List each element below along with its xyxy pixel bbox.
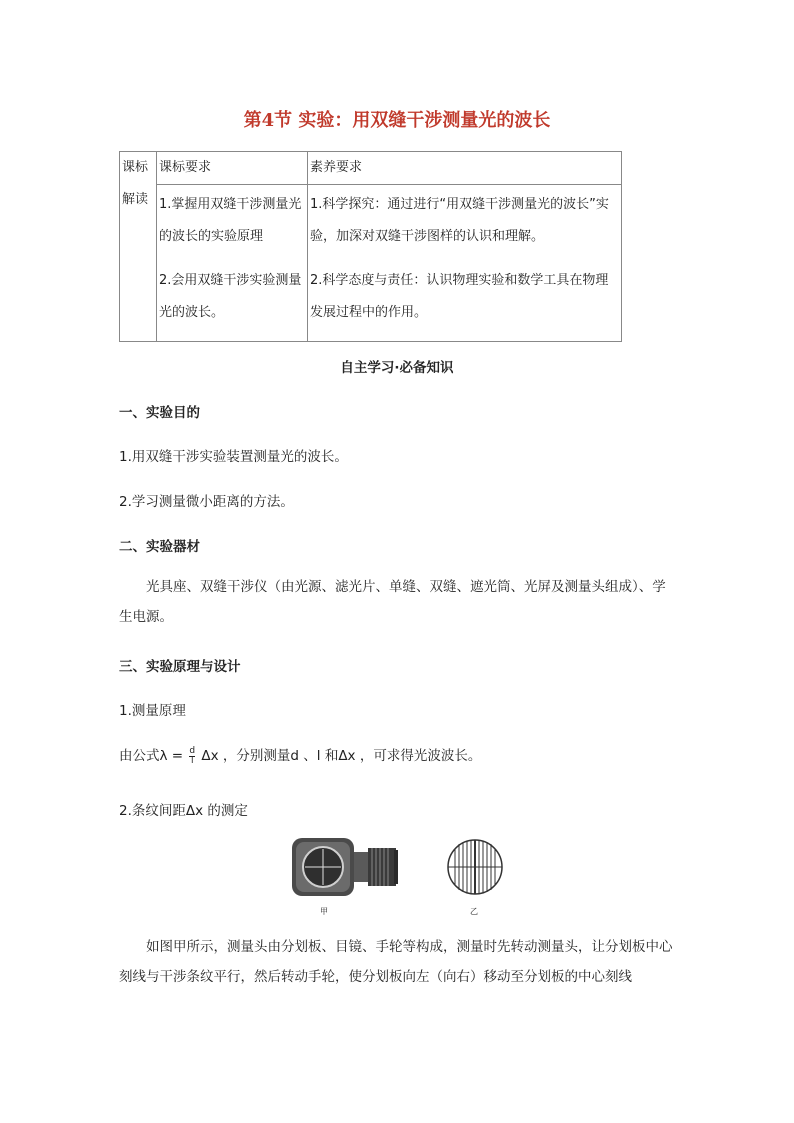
- figure-label-a: 甲: [320, 907, 328, 916]
- course-requirement-1: 1.掌握用双缝干涉测量光的波长的实验原理: [159, 197, 302, 244]
- formula-suffix: Δx ，分别测量d 、l 和Δx ，可求得光波波长。: [201, 748, 482, 764]
- table-row-label: 课标解读: [120, 152, 157, 342]
- measurement-figure: [290, 832, 520, 916]
- col-b-header: 素养要求: [308, 152, 622, 185]
- requirements-table: [119, 151, 622, 342]
- wavelength-formula: [119, 744, 481, 766]
- col-a-header: 课标要求: [157, 152, 308, 185]
- equipment-text: 光具座、双缝干涉仪（由光源、滤光片、单缝、双缝、遮光筒、光屏及测量头组成）、学生电源。: [119, 579, 666, 625]
- heading-purpose: 一、实验目的: [119, 405, 200, 421]
- heading-principle: 三、实验原理与设计: [119, 659, 241, 675]
- fraction-numerator: d: [189, 745, 196, 756]
- measurement-description: 如图甲所示，测量头由分划板、目镜、手轮等构成，测量时先转动测量头，让分划板中心刻线与干涉条纹平行，然后转动手轮，使分划板向左（向右）移动至分划板的中心刻线: [119, 939, 673, 985]
- fraction: [189, 747, 195, 766]
- course-requirement-2: 2.会用双缝干涉实验测量光的波长。: [159, 273, 302, 320]
- purpose-item-2: 2.学习测量微小距离的方法。: [119, 494, 294, 510]
- literacy-requirement-2: 2.科学态度与责任：认识物理实验和数学工具在物理发展过程中的作用。: [310, 273, 609, 320]
- formula-prefix: 由公式λ =: [119, 748, 184, 764]
- measurement-head-illustration: [290, 832, 520, 902]
- principle-subheading: 1.测量原理: [119, 703, 186, 719]
- page-title: 第4节 实验：用双缝干涉测量光的波长: [243, 110, 551, 131]
- fraction-denominator: l: [190, 755, 194, 766]
- literacy-requirement-1: 1.科学探究：通过进行“用双缝干涉测量光的波长”实验，加深对双缝干涉图样的认识和理解。: [310, 197, 609, 244]
- figure-label-b: 乙: [470, 907, 478, 916]
- fringe-spacing-subheading: 2.条纹间距Δx 的测定: [119, 803, 248, 819]
- heading-equipment: 二、实验器材: [119, 539, 200, 555]
- section-heading: 自主学习·必备知识: [340, 360, 454, 376]
- purpose-item-1: 1.用双缝干涉实验装置测量光的波长。: [119, 449, 348, 465]
